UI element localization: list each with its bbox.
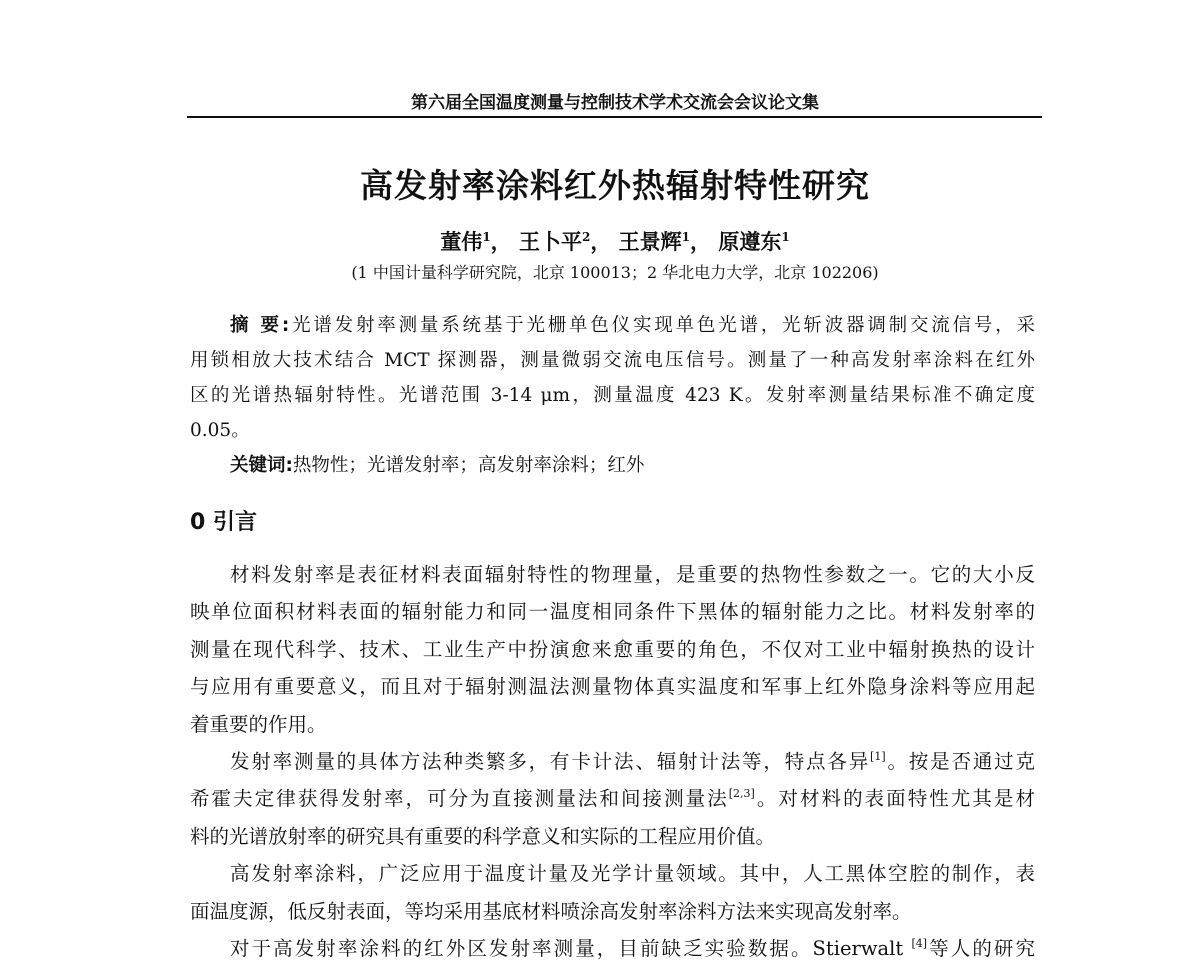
author-affiliation-mark: 1 xyxy=(781,230,790,244)
author-affiliation-mark: 1 xyxy=(681,230,691,244)
paragraph-line: 料的光谱放射率的研究具有重要的科学意义和实际的工程应用价值。 xyxy=(190,824,776,848)
citation: [4] xyxy=(911,936,928,950)
paragraph-line: 材料发射率是表征材料表面辐射特性的物理量，是重要的热物性参数之一。它的大小反 xyxy=(230,563,1035,586)
running-head: 第六届全国温度测量与控制技术学术交流会会议论文集 xyxy=(411,93,819,113)
keywords-text: 热物性；光谱发射率；高发射率涂料；红外 xyxy=(292,455,645,476)
abstract xyxy=(190,308,1035,448)
paragraph-line xyxy=(190,780,1035,817)
abstract-label: 摘 要: xyxy=(230,315,290,336)
paragraph-line: 与应用有重要意义，而且对于辐射测温法测量物体真实温度和军事上红外隐身涂料等应用起 xyxy=(190,675,1035,699)
author-separator: ， xyxy=(590,229,612,254)
text: 发射率测量的具体方法种类繁多，有卡计法、辐射计法等，特点各异 xyxy=(230,749,871,773)
paragraph-line: 面温度源，低反射表面，等均采用基底材料喷涂高发射率涂料方法来实现高发射率。 xyxy=(190,899,912,923)
keywords-label: 关键词: xyxy=(230,455,293,476)
text: 希霍夫定律获得发射率，可分为直接测量法和间接测量法 xyxy=(190,787,729,811)
author-separator: ， xyxy=(490,229,512,254)
text: 。按是否通过克 xyxy=(885,749,1035,773)
keywords xyxy=(190,448,1035,483)
paragraph-line xyxy=(190,743,1035,780)
author: 董伟 xyxy=(440,229,483,254)
paragraph-line: 测量在现代科学、技术、工业生产中扮演愈来愈重要的角色，不仅对工业中辐射换热的设计 xyxy=(190,637,1035,661)
paper-title: 高发射率涂料红外热辐射特性研究 xyxy=(360,166,870,205)
author: 王卜平 xyxy=(518,229,582,254)
text: 对于高发射率涂料的红外区发射率测量，目前缺乏实验数据。Stierwalt xyxy=(230,936,912,960)
abstract-line xyxy=(190,308,1035,343)
abstract-text: 光谱发射率测量系统基于光栅单色仪实现单色光谱，光斩波器调制交流信号，采 xyxy=(289,315,1035,336)
body-text xyxy=(190,556,1035,967)
abstract-line: 用锁相放大技术结合 MCT 探测器，测量微弱交流电压信号。测量了一种高发射率涂料在红外 xyxy=(190,350,1035,371)
abstract-line: 区的光谱热辐射特性。光谱范围 3-14 μm，测量温度 423 K。发射率测量结果标准不确定度 xyxy=(190,385,1035,406)
keywords-line xyxy=(190,448,1035,483)
author-affiliation-mark: 2 xyxy=(581,230,591,244)
header-rule xyxy=(187,116,1042,118)
abstract-line: 0.05。 xyxy=(190,420,250,441)
section-heading: 0 引言 xyxy=(190,510,257,535)
paragraph-line: 着重要的作用。 xyxy=(190,712,327,736)
affiliations: (1 中国计量科学研究院，北京 100013；2 华北电力大学，北京 102206) xyxy=(351,263,879,282)
text: 等人的研究 xyxy=(927,936,1035,960)
citation: [2,3] xyxy=(728,787,755,801)
paragraph-line: 高发射率涂料，广泛应用于温度计量及光学计量领域。其中，人工黑体空腔的制作，表 xyxy=(230,862,1035,886)
text: 。对材料的表面特性尤其是材 xyxy=(754,787,1035,811)
author-list xyxy=(190,226,1040,256)
author: 王景辉 xyxy=(618,229,682,254)
author-affiliation-mark: 1 xyxy=(482,230,491,244)
citation: [1] xyxy=(870,749,886,763)
author-separator: ， xyxy=(690,229,712,254)
paragraph-line: 映单位面积材料表面的辐射能力和同一温度相同条件下黑体的辐射能力之比。材料发射率的 xyxy=(190,600,1035,624)
author: 原遵东 xyxy=(718,229,782,254)
paragraph-line xyxy=(190,930,1035,967)
